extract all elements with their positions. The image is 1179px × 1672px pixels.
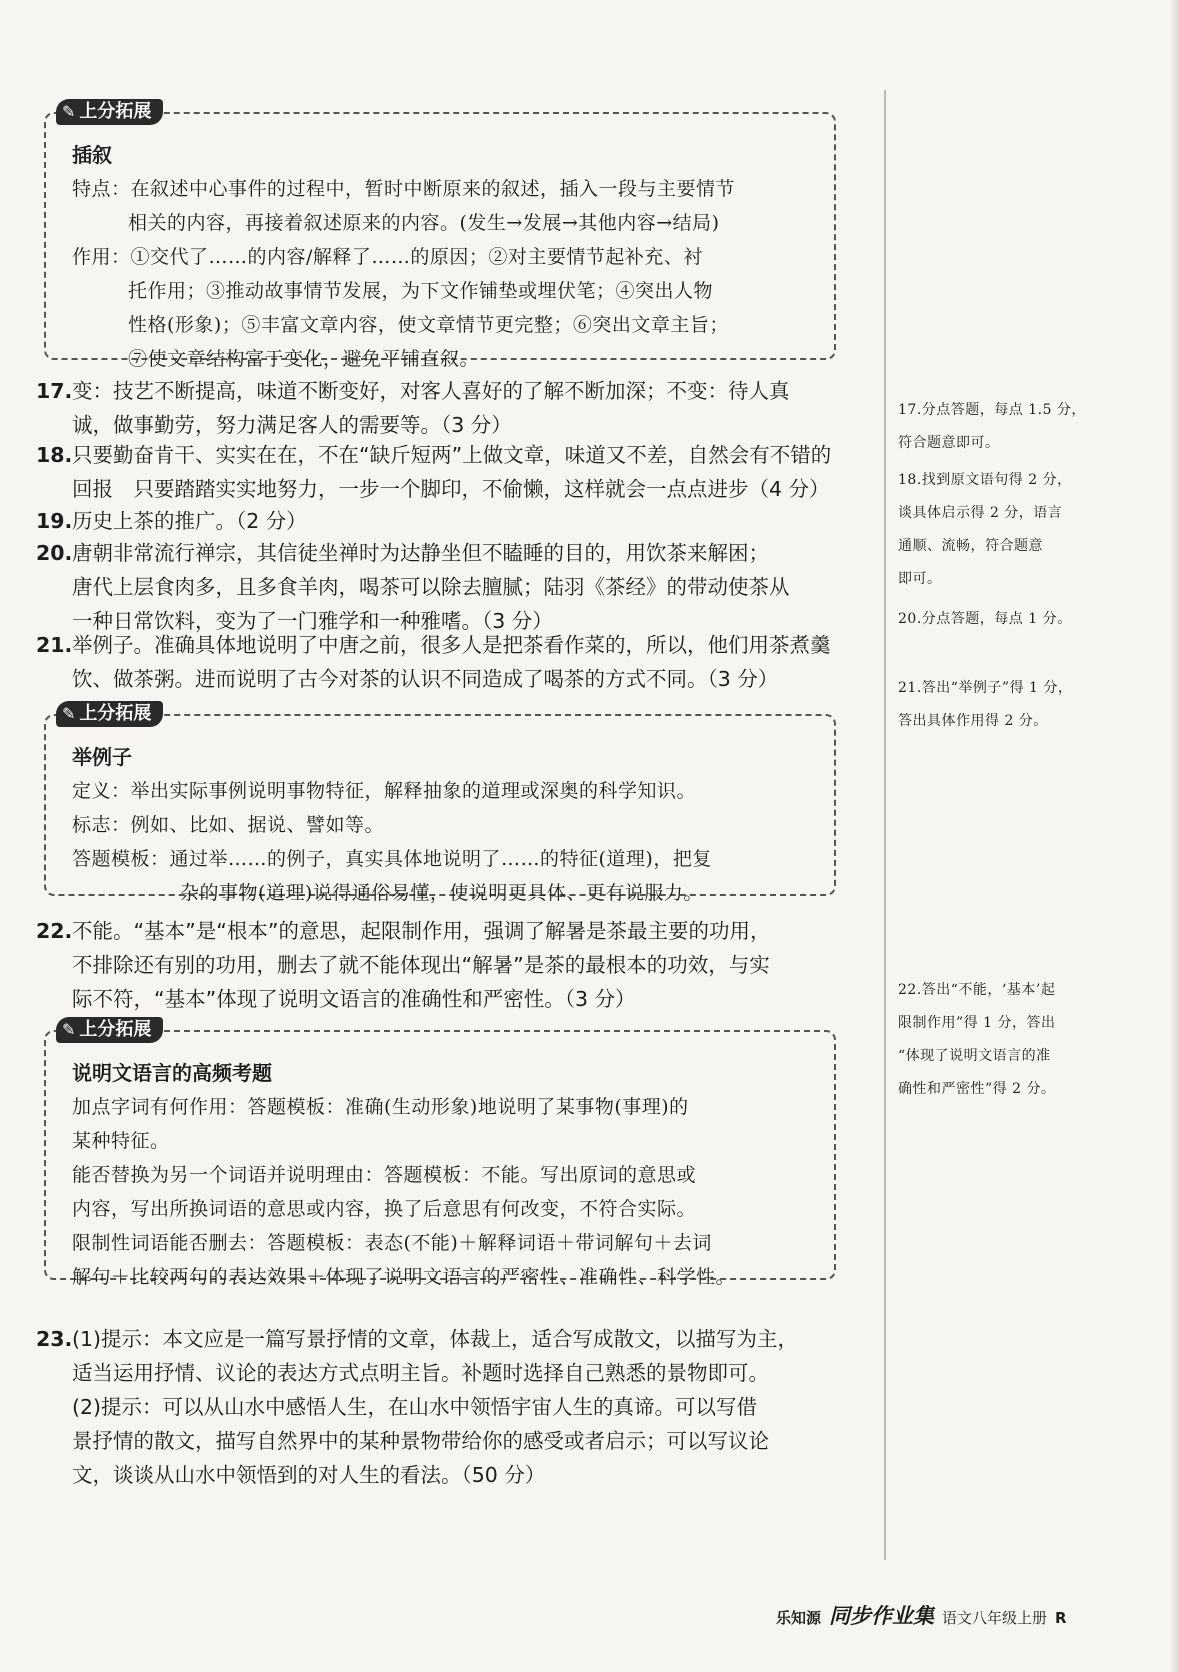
- answer-line: 回报 只要踏踏实实地努力，一步一个脚印，不偷懒，这样就会一点点进步（4 分）: [72, 477, 830, 501]
- extension-box-example: [44, 703, 836, 904]
- answer-line: 饮、做茶粥。进而说明了古今对茶的认识不同造成了喝茶的方式不同。（3 分）: [72, 667, 779, 691]
- answer-23: [36, 1322, 880, 1492]
- box-line: 解句＋比较两句的表达效果＋体现了说明文语言的严密性、准确性、科学性。: [72, 1266, 736, 1288]
- answer-line: 不排除还有别的功用，删去了就不能体现出“解暑”是茶的最根本的功效，与实: [72, 953, 770, 977]
- box-line: 特点：在叙述中心事件的过程中，暂时中断原来的叙述，插入一段与主要情节: [72, 178, 736, 200]
- answer-line: 际不符，“基本”体现了说明文语言的准确性和严密性。（3 分）: [72, 987, 636, 1011]
- note-17: 17.分点答题，每点 1.5 分， 符合题意即可。: [898, 402, 1086, 451]
- extension-box-insertion: [44, 101, 836, 370]
- box-title: 说明文语言的高频考题: [72, 1061, 272, 1085]
- page-footer: [776, 1600, 1067, 1630]
- answer-line: 举例子。准确具体地说明了中唐之前，很多人是把茶看作菜的，所以，他们用茶煮羹: [72, 633, 831, 657]
- question-number: 20.: [36, 541, 73, 565]
- pencil-icon: ✎: [62, 1020, 76, 1039]
- question-number: 21.: [36, 633, 73, 657]
- question-number: 18.: [36, 443, 73, 467]
- box-line: 托作用；③推动故事情节发展，为下文作铺垫或埋伏笔；④突出人物: [128, 280, 714, 302]
- answer-line: 一种日常饮料，变为了一门雅学和一种雅嗜。（3 分）: [72, 609, 553, 633]
- publisher-brand: 乐知源: [776, 1609, 822, 1627]
- series-title: 同步作业集: [829, 1604, 935, 1628]
- answer-line: 唐代上层食肉多，且多食羊肉，喝茶可以除去膻腻；陆羽《茶经》的带动使茶从: [72, 575, 790, 599]
- note-18: 18.找到原文语句得 2 分， 谈具体启示得 2 分，语言 通顺、流畅，符合题意 即可。: [898, 472, 1072, 587]
- answer-line: 只要勤奋肯干、实实在在，不在“缺斤短两”上做文章，味道又不差，自然会有不错的: [72, 443, 832, 467]
- box-title: 举例子: [72, 745, 132, 769]
- answer-line: 诚，做事勤劳，努力满足客人的需要等。（3 分）: [72, 413, 512, 437]
- answer-21: [36, 628, 880, 696]
- box-line: ⑦使文章结构富于变化，避免平铺直叙。: [128, 348, 480, 370]
- note-21: 21.答出“举例子”得 1 分， 答出具体作用得 2 分。: [898, 680, 1073, 729]
- extension-tag: ✎ 上分拓展: [56, 99, 163, 125]
- note-20: 20.分点答题，每点 1 分。: [898, 611, 1072, 627]
- box-line: 性格(形象)；⑤丰富文章内容，使文章情节更完整；⑥突出文章主旨；: [128, 314, 729, 336]
- box-line: 限制性词语能否删去：答题模板：表态(不能)＋解释词语＋带词解句＋去词: [72, 1232, 712, 1254]
- answer-line: 不能。“基本”是“根本”的意思，起限制作用，强调了解暑是茶最主要的功用，: [72, 919, 771, 943]
- question-number: 17.: [36, 379, 73, 403]
- edition-mark: R: [1055, 1609, 1067, 1627]
- box-line: 加点字词有何作用：答题模板：准确(生动形象)地说明了某事物(事理)的: [72, 1096, 689, 1118]
- question-number: 23.: [36, 1327, 73, 1351]
- note-22: 22.答出“不能，‘基本’起 限制作用”得 1 分，答出 “体现了说明文语言的准 确性和严密性”得 2 分。: [898, 982, 1056, 1097]
- scan-edge: [1169, 0, 1179, 1672]
- extension-tag: ✎ 上分拓展: [56, 1017, 163, 1043]
- answer-18: [36, 438, 880, 506]
- pencil-icon: ✎: [62, 704, 76, 723]
- box-line: 内容，写出所换词语的意思或内容，换了后意思有何改变，不符合实际。: [72, 1198, 697, 1220]
- box-line: 标志：例如、比如、据说、譬如等。: [72, 814, 385, 836]
- pencil-icon: ✎: [62, 102, 76, 121]
- answer-line: 景抒情的散文，描写自然界中的某种景物带给你的感受或者启示；可以写议论: [72, 1429, 769, 1453]
- extension-tag: ✎ 上分拓展: [56, 701, 163, 727]
- answer-line: 文，谈谈从山水中领悟到的对人生的看法。（50 分）: [72, 1463, 546, 1487]
- question-number: 19.: [36, 509, 73, 533]
- answer-17: [36, 374, 880, 442]
- box-line: 能否替换为另一个词语并说明理由：答题模板：不能。写出原词的意思或: [72, 1164, 697, 1186]
- box-line: 答题模板：通过举……的例子，真实具体地说明了……的特征(道理)，把复: [72, 848, 712, 870]
- answer-line: (2)提示：可以从山水中感悟人生，在山水中领悟宇宙人生的真谛。可以写借: [72, 1395, 758, 1419]
- question-number: 22.: [36, 919, 73, 943]
- box-line: 相关的内容，再接着叙述原来的内容。(发生→发展→其他内容→结局): [128, 212, 720, 234]
- box-line: 杂的事物(道理)说得通俗易懂，使说明更具体、更有说服力。: [180, 882, 703, 904]
- box-line: 定义：举出实际事例说明事物特征，解释抽象的道理或深奥的科学知识。: [72, 780, 697, 802]
- answer-19: [36, 504, 880, 538]
- answer-20: [36, 536, 880, 638]
- answer-line: 变：技艺不断提高，味道不断变好，对客人喜好的了解不断加深；不变：待人真: [72, 379, 790, 403]
- box-line: 作用：①交代了……的内容/解释了……的原因；②对主要情节起补充、衬: [72, 246, 703, 268]
- answer-line: 唐朝非常流行禅宗，其信徒坐禅时为达静坐但不瞌睡的目的，用饮茶来解困；: [72, 541, 769, 565]
- column-divider: [884, 90, 886, 1560]
- answer-22: [36, 914, 880, 1016]
- extension-box-language: [44, 1019, 836, 1288]
- box-line: 某种特征。: [72, 1130, 170, 1152]
- box-title: 插叙: [72, 143, 112, 167]
- answer-line: (1)提示：本文应是一篇写景抒情的文章，体裁上，适合写成散文，以描写为主，: [72, 1327, 799, 1351]
- answer-line: 历史上茶的推广。（2 分）: [72, 509, 307, 533]
- subject-grade: 语文八年级上册: [942, 1609, 1048, 1627]
- answer-line: 适当运用抒情、议论的表达方式点明主旨。补题时选择自己熟悉的景物即可。: [72, 1361, 769, 1385]
